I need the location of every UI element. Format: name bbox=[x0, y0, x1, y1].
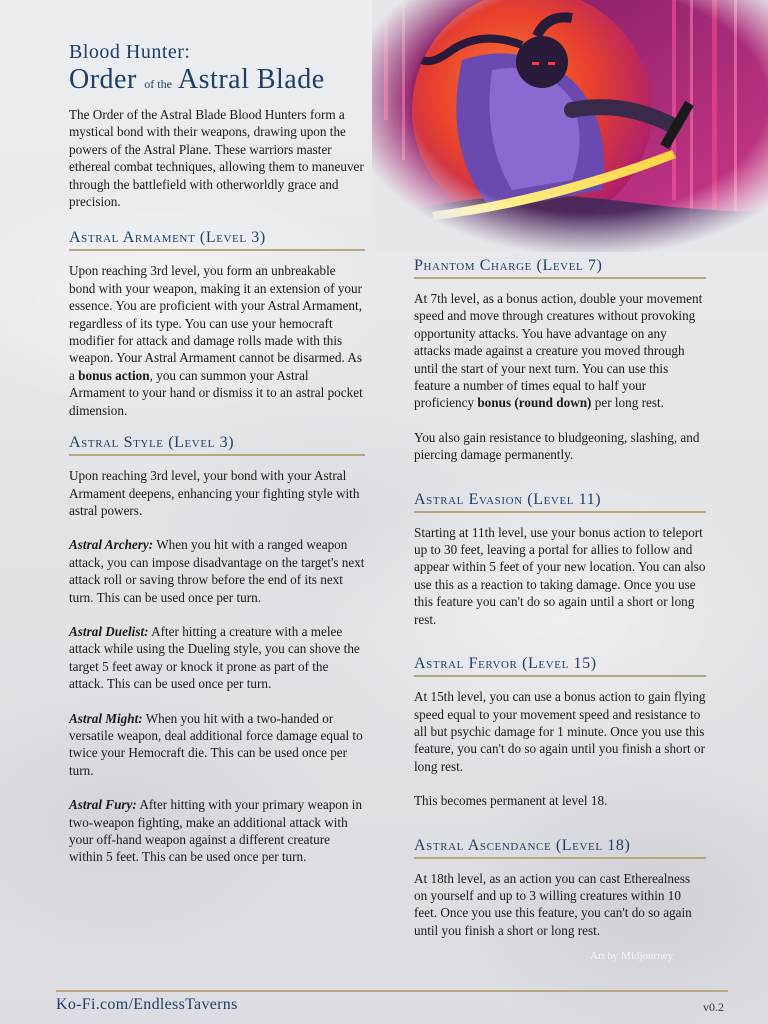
title-order: Order bbox=[69, 64, 137, 95]
footer-divider bbox=[56, 990, 728, 992]
art-credit: Art by Midjourney bbox=[590, 950, 674, 962]
feature-astral-might bbox=[69, 710, 365, 780]
section-phantom-charge bbox=[414, 256, 706, 464]
heading-astral-fervor: Astral Fervor (Level 15) bbox=[414, 654, 706, 677]
phantom-charge-text bbox=[414, 290, 706, 412]
phantom-charge-text-2: per long rest. bbox=[591, 395, 664, 411]
section-astral-evasion bbox=[414, 490, 706, 628]
feature-text: After hitting a creature with a melee attack while using the Dueling style, you can shove the target 5 feet away or knock it prone as part of the attack. This can be used once per turn. bbox=[69, 623, 360, 692]
feature-text: After hitting with your primary weapon in two-weapon fighting, make an additional attack with your off-hand weapon against a different creature within 5 feet. This can be used once per turn. bbox=[69, 797, 363, 865]
section-astral-ascendance bbox=[414, 836, 706, 940]
astral-armament-text-2: , you can summon your Astral Armament to your hand or dismiss it to an astral pocket dimension. bbox=[69, 367, 363, 418]
footer-version: v0.2 bbox=[703, 1000, 724, 1014]
feature-text: When you hit with a two-handed or versatile weapon, deal additional force damage equal to twice your Hemocraft die. This can be used once per turn. bbox=[69, 710, 363, 778]
astral-armament-text-1: Upon reaching 3rd level, you form an unbreakable bond with your weapon, making it an extension of your essence. You are proficient with your Astral Armament, regardless of its type. You can use your hemocraft modifier for attack and damage rolls made with this weapon. Your Astral Armament cannot be disarmed. As a bbox=[69, 263, 363, 383]
intro-paragraph: The Order of the Astral Blade Blood Hunters form a mystical bond with their weapons, drawing upon the powers of the Astral Plane. These warriors master ethereal combat techniques, allowing them to maneuver through the battlefield with otherworldly grace and precision. bbox=[69, 107, 364, 210]
heading-astral-armament: Astral Armament (Level 3) bbox=[69, 228, 365, 251]
feature-astral-archery bbox=[69, 536, 365, 606]
phantom-charge-text-1: At 7th level, as a bonus action, double your movement speed and move through creatures without provoking opportunity attacks. You have advantage on any attacks made against a creature you moved through until the start of your next turn. You can use this feature a number of times equal to half your proficiency bbox=[414, 291, 703, 411]
document-title bbox=[69, 40, 325, 100]
title-line-1: Blood Hunter: bbox=[69, 41, 191, 63]
illustration-astral-blade-warrior bbox=[372, 0, 768, 252]
illustration-svg bbox=[372, 0, 768, 252]
feature-name: Astral Archery: bbox=[69, 537, 154, 553]
astral-armament-text bbox=[69, 262, 365, 419]
title-astral-blade: Astral Blade bbox=[177, 64, 325, 95]
astral-fervor-permanent: This becomes permanent at level 18. bbox=[414, 793, 608, 809]
left-column bbox=[69, 106, 365, 880]
feature-name: Astral Fury: bbox=[69, 797, 137, 813]
heading-phantom-charge: Phantom Charge (Level 7) bbox=[414, 256, 706, 279]
section-astral-armament bbox=[69, 228, 365, 419]
title-of-the: of the bbox=[144, 77, 172, 91]
feature-astral-duelist bbox=[69, 623, 365, 693]
section-astral-style bbox=[69, 433, 365, 866]
feature-name: Astral Duelist: bbox=[69, 623, 149, 639]
phantom-charge-text-resistance: You also gain resistance to bludgeoning, slashing, and piercing damage permanently. bbox=[414, 429, 700, 463]
astral-fervor-text: At 15th level, you can use a bonus action to gain flying speed equal to your movement speed and resistance to all but psychic damage for 1 minute. Once you use this feature, you can't do so again until you finish a short or long rest. bbox=[414, 689, 706, 774]
title-line-2 bbox=[69, 64, 325, 100]
astral-armament-bold: bonus action bbox=[78, 367, 150, 383]
astral-ascendance-text: At 18th level, as an action you can cast Etherealness on yourself and up to 3 willing creatures within 10 feet. Once you use this feature, you can't do so again until you finish a short or long rest. bbox=[414, 870, 692, 938]
right-column bbox=[414, 256, 706, 953]
heading-astral-ascendance: Astral Ascendance (Level 18) bbox=[414, 836, 706, 859]
astral-style-intro: Upon reaching 3rd level, your bond with your Astral Armament deepens, enhancing your fighting style with astral powers. bbox=[69, 468, 360, 518]
section-astral-fervor bbox=[414, 654, 706, 809]
phantom-charge-bold: bonus (round down) bbox=[477, 395, 592, 411]
footer-kofi-link[interactable]: Ko-Fi.com/EndlessTaverns bbox=[56, 996, 238, 1013]
feature-astral-fury bbox=[69, 796, 365, 866]
feature-name: Astral Might: bbox=[69, 710, 143, 726]
heading-astral-evasion: Astral Evasion (Level 11) bbox=[414, 490, 706, 513]
feature-text: When you hit with a ranged weapon attack, you can impose disadvantage on the target's next attack roll or saving throw before the end of its next turn. This can be used once per turn. bbox=[69, 537, 365, 605]
heading-astral-style: Astral Style (Level 3) bbox=[69, 433, 365, 456]
astral-evasion-text: Starting at 11th level, use your bonus action to teleport up to 30 feet, leaving a portal for allies to follow and appear within 5 feet of your new location. You can also use this as a reaction to taking damage. Once you use this feature you can't do so again until a short or long rest. bbox=[414, 524, 706, 627]
